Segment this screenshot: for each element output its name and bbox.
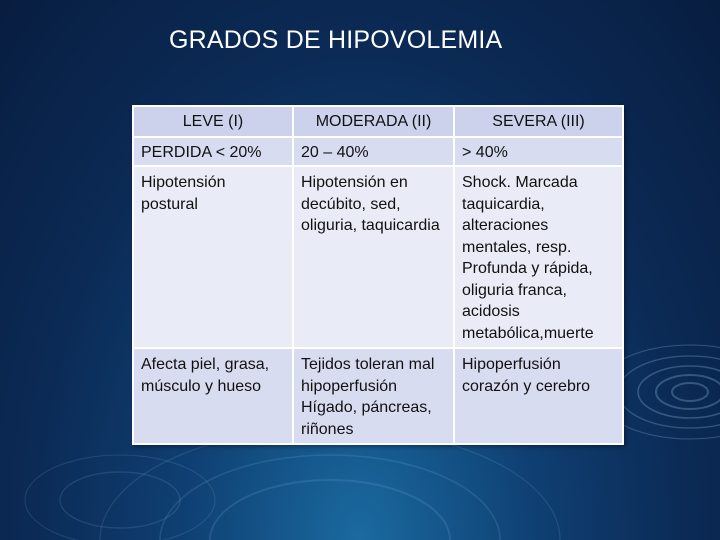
header-moderada: MODERADA (II) (293, 106, 454, 137)
table-cell: Tejidos toleran mal hipoperfusión Hígado, páncreas, riñones (293, 348, 454, 444)
table-header-row (133, 106, 623, 137)
slide-title: GRADOS DE HIPOVOLEMIA (169, 26, 503, 54)
hypovolemia-grades-table (132, 105, 624, 445)
table-row-perdida (133, 137, 623, 167)
table-cell: 20 – 40% (293, 137, 454, 167)
table-row-tejidos (133, 348, 623, 444)
table-row-sintomas (133, 166, 623, 348)
header-severa: SEVERA (III) (454, 106, 623, 137)
table-cell: Afecta piel, grasa, músculo y hueso (133, 348, 293, 444)
table-cell: PERDIDA < 20% (133, 137, 293, 167)
table-cell: Shock. Marcada taquicardia, alteraciones mentales, resp. Profunda y rápida, oliguria franca, acidosis metabólica,muerte (454, 166, 623, 348)
table-cell: Hipotensión en decúbito, sed, oliguria, taquicardia (293, 166, 454, 348)
table-cell: > 40% (454, 137, 623, 167)
table-cell: Hipotensión postural (133, 166, 293, 348)
table-cell: Hipoperfusión corazón y cerebro (454, 348, 623, 444)
header-leve: LEVE (I) (133, 106, 293, 137)
